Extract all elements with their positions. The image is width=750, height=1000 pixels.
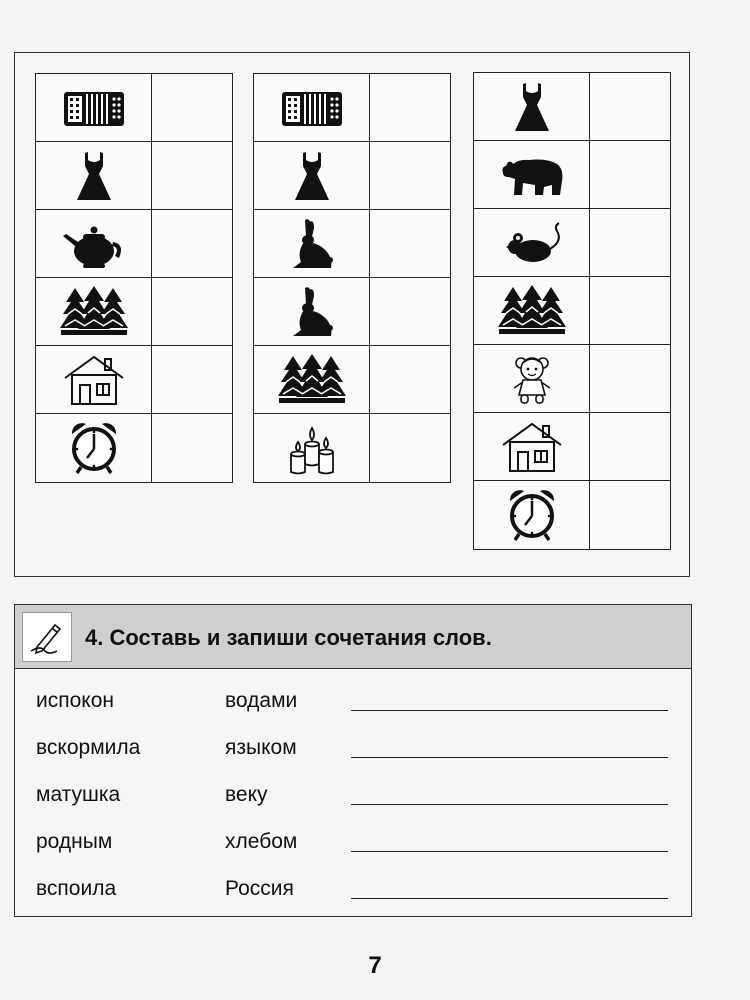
picture-cell [254, 142, 370, 210]
alarm-clock-icon [497, 487, 567, 543]
answer-cell[interactable] [370, 346, 450, 414]
answer-line[interactable] [351, 710, 668, 711]
fir-trees-icon [497, 283, 567, 339]
answer-cell[interactable] [152, 74, 232, 142]
picture-cell [254, 74, 370, 142]
answer-cell[interactable] [152, 210, 232, 278]
alarm-clock-icon [59, 420, 129, 476]
left-word: родным [36, 830, 113, 853]
bear-icon [497, 147, 567, 203]
task-header [15, 605, 691, 669]
answer-line[interactable] [351, 804, 668, 805]
candles-icon [277, 420, 347, 476]
left-word: матушка [36, 783, 121, 806]
picture-cell [36, 414, 152, 482]
right-word: веку [225, 783, 268, 806]
doll-icon [497, 351, 567, 407]
picture-cell [254, 278, 370, 346]
dress-icon [497, 79, 567, 135]
right-word: Россия [225, 877, 294, 900]
answer-cell[interactable] [590, 73, 670, 141]
right-word: языком [225, 736, 297, 759]
fir-trees-icon [277, 352, 347, 408]
answer-cell[interactable] [152, 278, 232, 346]
pencil-icon [22, 612, 72, 662]
picture-cell [474, 413, 590, 481]
hare-icon [277, 216, 347, 272]
accordion-icon [59, 80, 129, 136]
dress-icon [59, 148, 129, 204]
left-word: испокон [36, 689, 114, 712]
picture-grid-2 [253, 73, 451, 483]
task-4-panel [14, 604, 692, 917]
picture-cell [474, 73, 590, 141]
picture-cell [474, 141, 590, 209]
answer-cell[interactable] [590, 345, 670, 413]
answer-cell[interactable] [370, 278, 450, 346]
answer-cell[interactable] [590, 209, 670, 277]
picture-cell [36, 346, 152, 414]
accordion-icon [277, 80, 347, 136]
answer-cell[interactable] [370, 210, 450, 278]
answer-cell[interactable] [590, 413, 670, 481]
answer-cell[interactable] [152, 414, 232, 482]
picture-cell [474, 345, 590, 413]
fir-trees-icon [59, 284, 129, 340]
picture-cell [254, 210, 370, 278]
hare-icon [277, 284, 347, 340]
picture-cell [36, 74, 152, 142]
picture-cell [474, 209, 590, 277]
answer-line[interactable] [351, 898, 668, 899]
task-title: 4. Составь и запиши сочетания слов. [85, 625, 492, 650]
picture-cell [36, 278, 152, 346]
picture-cell [254, 414, 370, 482]
picture-cell [474, 277, 590, 345]
answer-cell[interactable] [152, 142, 232, 210]
answer-cell[interactable] [370, 414, 450, 482]
answer-cell[interactable] [590, 481, 670, 549]
picture-cell [474, 481, 590, 549]
mouse-icon [497, 215, 567, 271]
house-icon [497, 419, 567, 475]
left-word: вскормила [36, 736, 141, 759]
page-number: 7 [368, 952, 382, 979]
answer-line[interactable] [351, 757, 668, 758]
picture-cell [254, 346, 370, 414]
left-word: вспоила [36, 877, 117, 900]
picture-grid-1 [35, 73, 233, 483]
house-icon [59, 352, 129, 408]
right-word: водами [225, 689, 298, 712]
picture-grid-3 [473, 72, 671, 550]
picture-cell [36, 210, 152, 278]
answer-cell[interactable] [370, 142, 450, 210]
answer-cell[interactable] [590, 141, 670, 209]
matching-exercise-panel [14, 52, 690, 577]
teapot-icon [59, 216, 129, 272]
answer-cell[interactable] [590, 277, 670, 345]
answer-cell[interactable] [152, 346, 232, 414]
answer-line[interactable] [351, 851, 668, 852]
dress-icon [277, 148, 347, 204]
right-word: хлебом [225, 830, 298, 853]
picture-cell [36, 142, 152, 210]
answer-cell[interactable] [370, 74, 450, 142]
